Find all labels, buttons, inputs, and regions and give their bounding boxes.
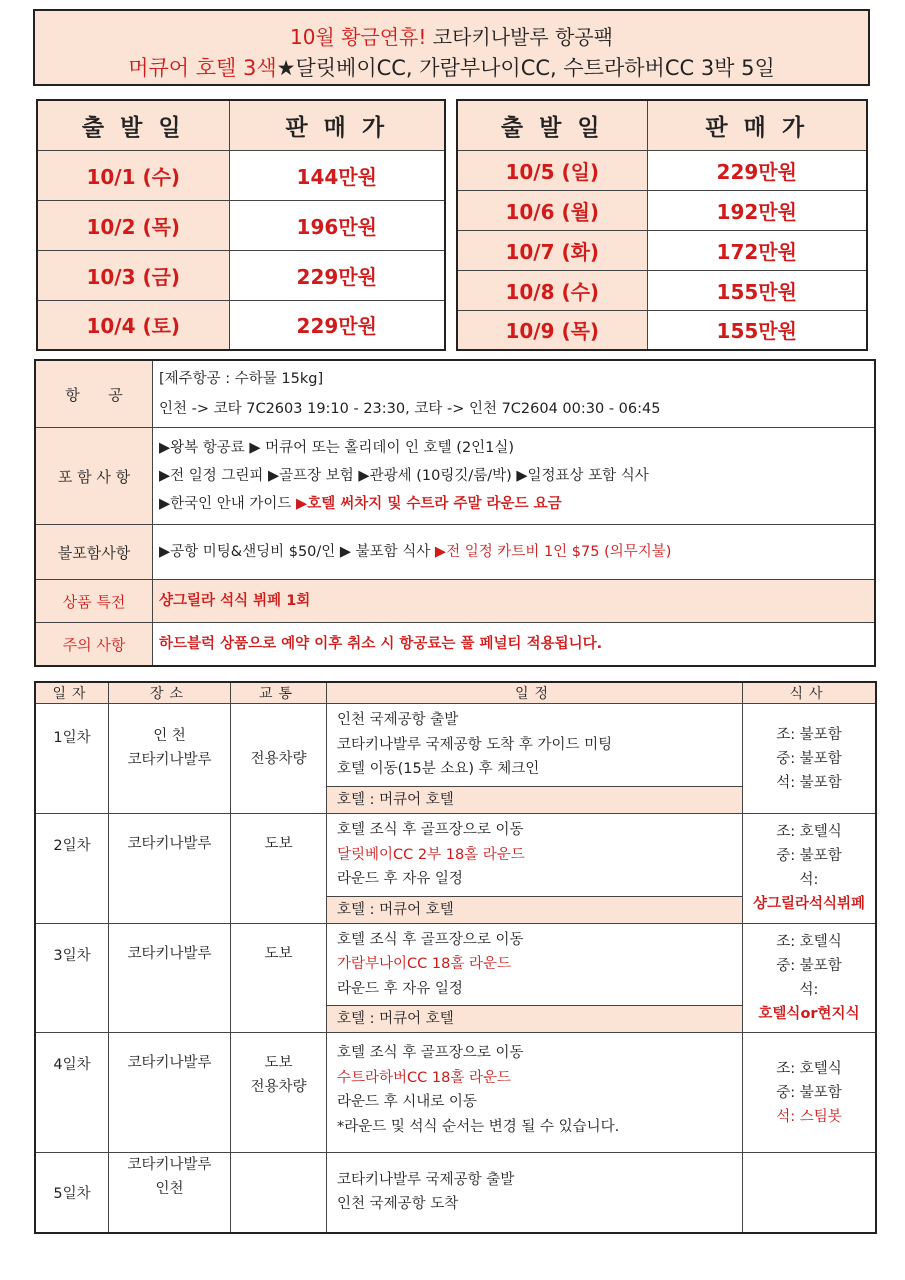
place-2: 코타키나발루: [127, 752, 212, 768]
place-1: 코타키나발루: [127, 1157, 212, 1173]
col-day: 일자: [35, 682, 109, 704]
col-schedule: 일정: [327, 682, 743, 704]
sale-price: 144만원: [229, 150, 445, 200]
sale-price: 229만원: [229, 250, 445, 300]
schedule-line: 호텔 조식 후 골프장으로 이동: [337, 1045, 524, 1061]
include-surcharge: ▶호텔 써차지 및 수트라 주말 라운드 요금: [296, 496, 562, 512]
schedule-golf-round: 달릿베이CC 2부 18홀 라운드: [337, 846, 525, 863]
hotel-info: 호텔 : 머큐어 호텔: [327, 1005, 742, 1032]
title-banner: [33, 9, 870, 86]
place-1: 코타키나발루: [109, 814, 231, 924]
col-header-date: 출 발 일: [37, 100, 229, 150]
sale-price: 192만원: [647, 190, 867, 230]
itinerary-row: [35, 1153, 876, 1233]
schedule-line: 라운드 후 시내로 이동: [337, 1094, 477, 1110]
schedule-golf-round: 가람부나이CC 18홀 라운드: [337, 956, 511, 972]
itinerary-row: [35, 923, 876, 1033]
caution-label: 주의 사항: [35, 623, 153, 667]
col-meal: 식사: [743, 682, 877, 704]
benefit-label: 상품 특전: [35, 580, 153, 623]
title-line-1: [35, 21, 868, 50]
caution-row: [35, 623, 875, 667]
price-row: [457, 150, 867, 190]
departure-date: 10/8 (수): [457, 270, 647, 310]
meal-breakfast: 조: 호텔식: [776, 824, 842, 841]
meal-dinner: 석:: [799, 981, 819, 998]
departure-date: 10/7 (화): [457, 230, 647, 270]
departure-date: 10/5 (일): [457, 150, 647, 190]
schedule-line: 코타키나발루 국제공항 도착 후 가이드 미팅: [337, 736, 613, 753]
sale-price: 196만원: [229, 200, 445, 250]
day-label: 3일차: [35, 923, 109, 1033]
col-transport: 교통: [231, 682, 327, 704]
price-row: [37, 150, 445, 200]
include-line-3: [159, 490, 868, 518]
exclude-row: [35, 525, 875, 580]
schedule-line: 호텔 이동(15분 소요) 후 체크인: [337, 761, 540, 777]
place-1: 코타키나발루: [109, 1033, 231, 1153]
col-header-date: 출 발 일: [457, 100, 647, 150]
place-1: 인 천: [153, 728, 186, 744]
title-text: 코타키나발루 항공팩: [426, 25, 614, 49]
meal-breakfast: 조: 불포함: [776, 726, 842, 743]
price-row: [457, 310, 867, 350]
title-line-2: [35, 52, 868, 82]
include-guide: ▶한국인 안내 가이드: [159, 496, 297, 512]
meal-dinner: 석: 불포함: [776, 774, 842, 791]
schedule-line: 라운드 후 자유 일정: [337, 871, 463, 887]
package-info-table: [34, 359, 876, 667]
exclude-label: 불포함사항: [35, 525, 153, 580]
include-line-2: ▶전 일정 그린피 ▶골프장 보험 ▶관광세 (10링깃/룸/박) ▶일정표상 포함 식사: [159, 468, 649, 484]
transport: 전용차량: [231, 704, 327, 814]
schedule-line: 라운드 후 자유 일정: [337, 980, 463, 997]
schedule-line: 인천 국제공항 도착: [337, 1196, 459, 1213]
flight-row: [35, 360, 875, 428]
price-row: [457, 270, 867, 310]
meal-cell-empty: [743, 1153, 877, 1233]
benefit-row: [35, 580, 875, 623]
itinerary-row: [35, 704, 876, 814]
day-label: 2일차: [35, 814, 109, 924]
departure-date: 10/4 (토): [37, 300, 229, 350]
transport: 도보: [231, 814, 327, 924]
transport: 도보: [264, 1055, 293, 1071]
itinerary-table: [34, 681, 877, 1234]
departure-date: 10/1 (수): [37, 150, 229, 200]
departure-date: 10/2 (목): [37, 200, 229, 250]
caution-text: 하드블럭 상품으로 예약 이후 취소 시 항공료는 풀 페널티 적용됩니다.: [153, 623, 876, 667]
price-row: [37, 200, 445, 250]
departure-date: 10/9 (목): [457, 310, 647, 350]
price-row: [457, 190, 867, 230]
benefit-text: 샹그릴라 석식 뷔페 1회: [153, 580, 876, 623]
schedule-line: 인천 국제공항 출발: [337, 712, 459, 728]
place-1: 코타키나발루: [109, 923, 231, 1033]
hotel-info: 호텔 : 머큐어 호텔: [327, 896, 742, 923]
subtitle-text: ★달릿베이CC, 가람부나이CC, 수트라하버CC 3박 5일: [276, 56, 775, 80]
meal-dinner: 석:: [799, 872, 819, 889]
flight-baggage: [제주항공 : 수하물 15kg]: [159, 371, 324, 387]
price-table-left: [36, 99, 446, 351]
price-row: [457, 230, 867, 270]
itinerary-row: [35, 1033, 876, 1153]
include-line-1: ▶왕복 항공료 ▶ 머큐어 또는 홀리데이 인 호텔 (2인1실): [159, 440, 515, 456]
transport-2: 전용차량: [250, 1079, 307, 1095]
schedule-golf-round: 수트라하버CC 18홀 라운드: [337, 1069, 511, 1086]
transport: [231, 1153, 327, 1233]
departure-date: 10/3 (금): [37, 250, 229, 300]
itinerary-row: [35, 814, 876, 924]
day-label: 1일차: [35, 704, 109, 814]
meal-breakfast: 조: 호텔식: [776, 933, 842, 950]
price-row: [37, 250, 445, 300]
schedule-line: 호텔 조식 후 골프장으로 이동: [337, 822, 524, 838]
col-header-price: 판 매 가: [229, 100, 445, 150]
sale-price: 172만원: [647, 230, 867, 270]
price-row: [37, 300, 445, 350]
departure-date: 10/6 (월): [457, 190, 647, 230]
day-label: 5일차: [35, 1153, 109, 1233]
schedule-line: 호텔 조식 후 골프장으로 이동: [337, 931, 524, 948]
price-table-right: [456, 99, 868, 351]
place-2: 인천: [155, 1181, 184, 1197]
include-row: [35, 428, 875, 525]
meal-dinner: 석: 스팀봇: [776, 1108, 842, 1125]
sale-price: 229만원: [229, 300, 445, 350]
hotel-info: 호텔 : 머큐어 호텔: [327, 786, 742, 813]
exclude-cart-fee: ▶전 일정 카트비 1인 $75 (의무지불): [434, 544, 672, 560]
day-label: 4일차: [35, 1033, 109, 1153]
meal-lunch: 중: 불포함: [776, 750, 842, 767]
col-header-price: 판 매 가: [647, 100, 867, 150]
schedule-note: *라운드 및 석식 순서는 변경 될 수 있습니다.: [337, 1118, 620, 1135]
flight-label: 항 공: [35, 360, 153, 428]
flight-schedule: 인천 -> 코타 7C2603 19:10 - 23:30, 코타 -> 인천 7C2604 00:30 - 06:45: [159, 401, 661, 417]
exclude-text: ▶공항 미팅&샌딩비 $50/인 ▶ 불포함 식사: [159, 544, 435, 560]
meal-breakfast: 조: 호텔식: [776, 1060, 842, 1077]
subtitle-highlight: 머큐어 호텔 3색: [128, 56, 277, 80]
title-highlight: 10월 황금연휴!: [289, 25, 427, 49]
meal-lunch: 중: 불포함: [776, 848, 842, 865]
transport: 도보: [231, 923, 327, 1033]
meal-dinner-detail: 샹그릴라석식뷔페: [752, 896, 866, 913]
col-place: 장소: [109, 682, 231, 704]
include-label: 포 함 사 항: [35, 428, 153, 525]
sale-price: 229만원: [647, 150, 867, 190]
meal-lunch: 중: 불포함: [776, 957, 842, 974]
sale-price: 155만원: [647, 310, 867, 350]
sale-price: 155만원: [647, 270, 867, 310]
schedule-line: 코타키나발루 국제공항 출발: [337, 1171, 515, 1188]
itinerary-header: [35, 682, 876, 704]
meal-dinner-detail: 호텔식or현지식: [758, 1005, 860, 1022]
meal-lunch: 중: 불포함: [776, 1084, 842, 1101]
